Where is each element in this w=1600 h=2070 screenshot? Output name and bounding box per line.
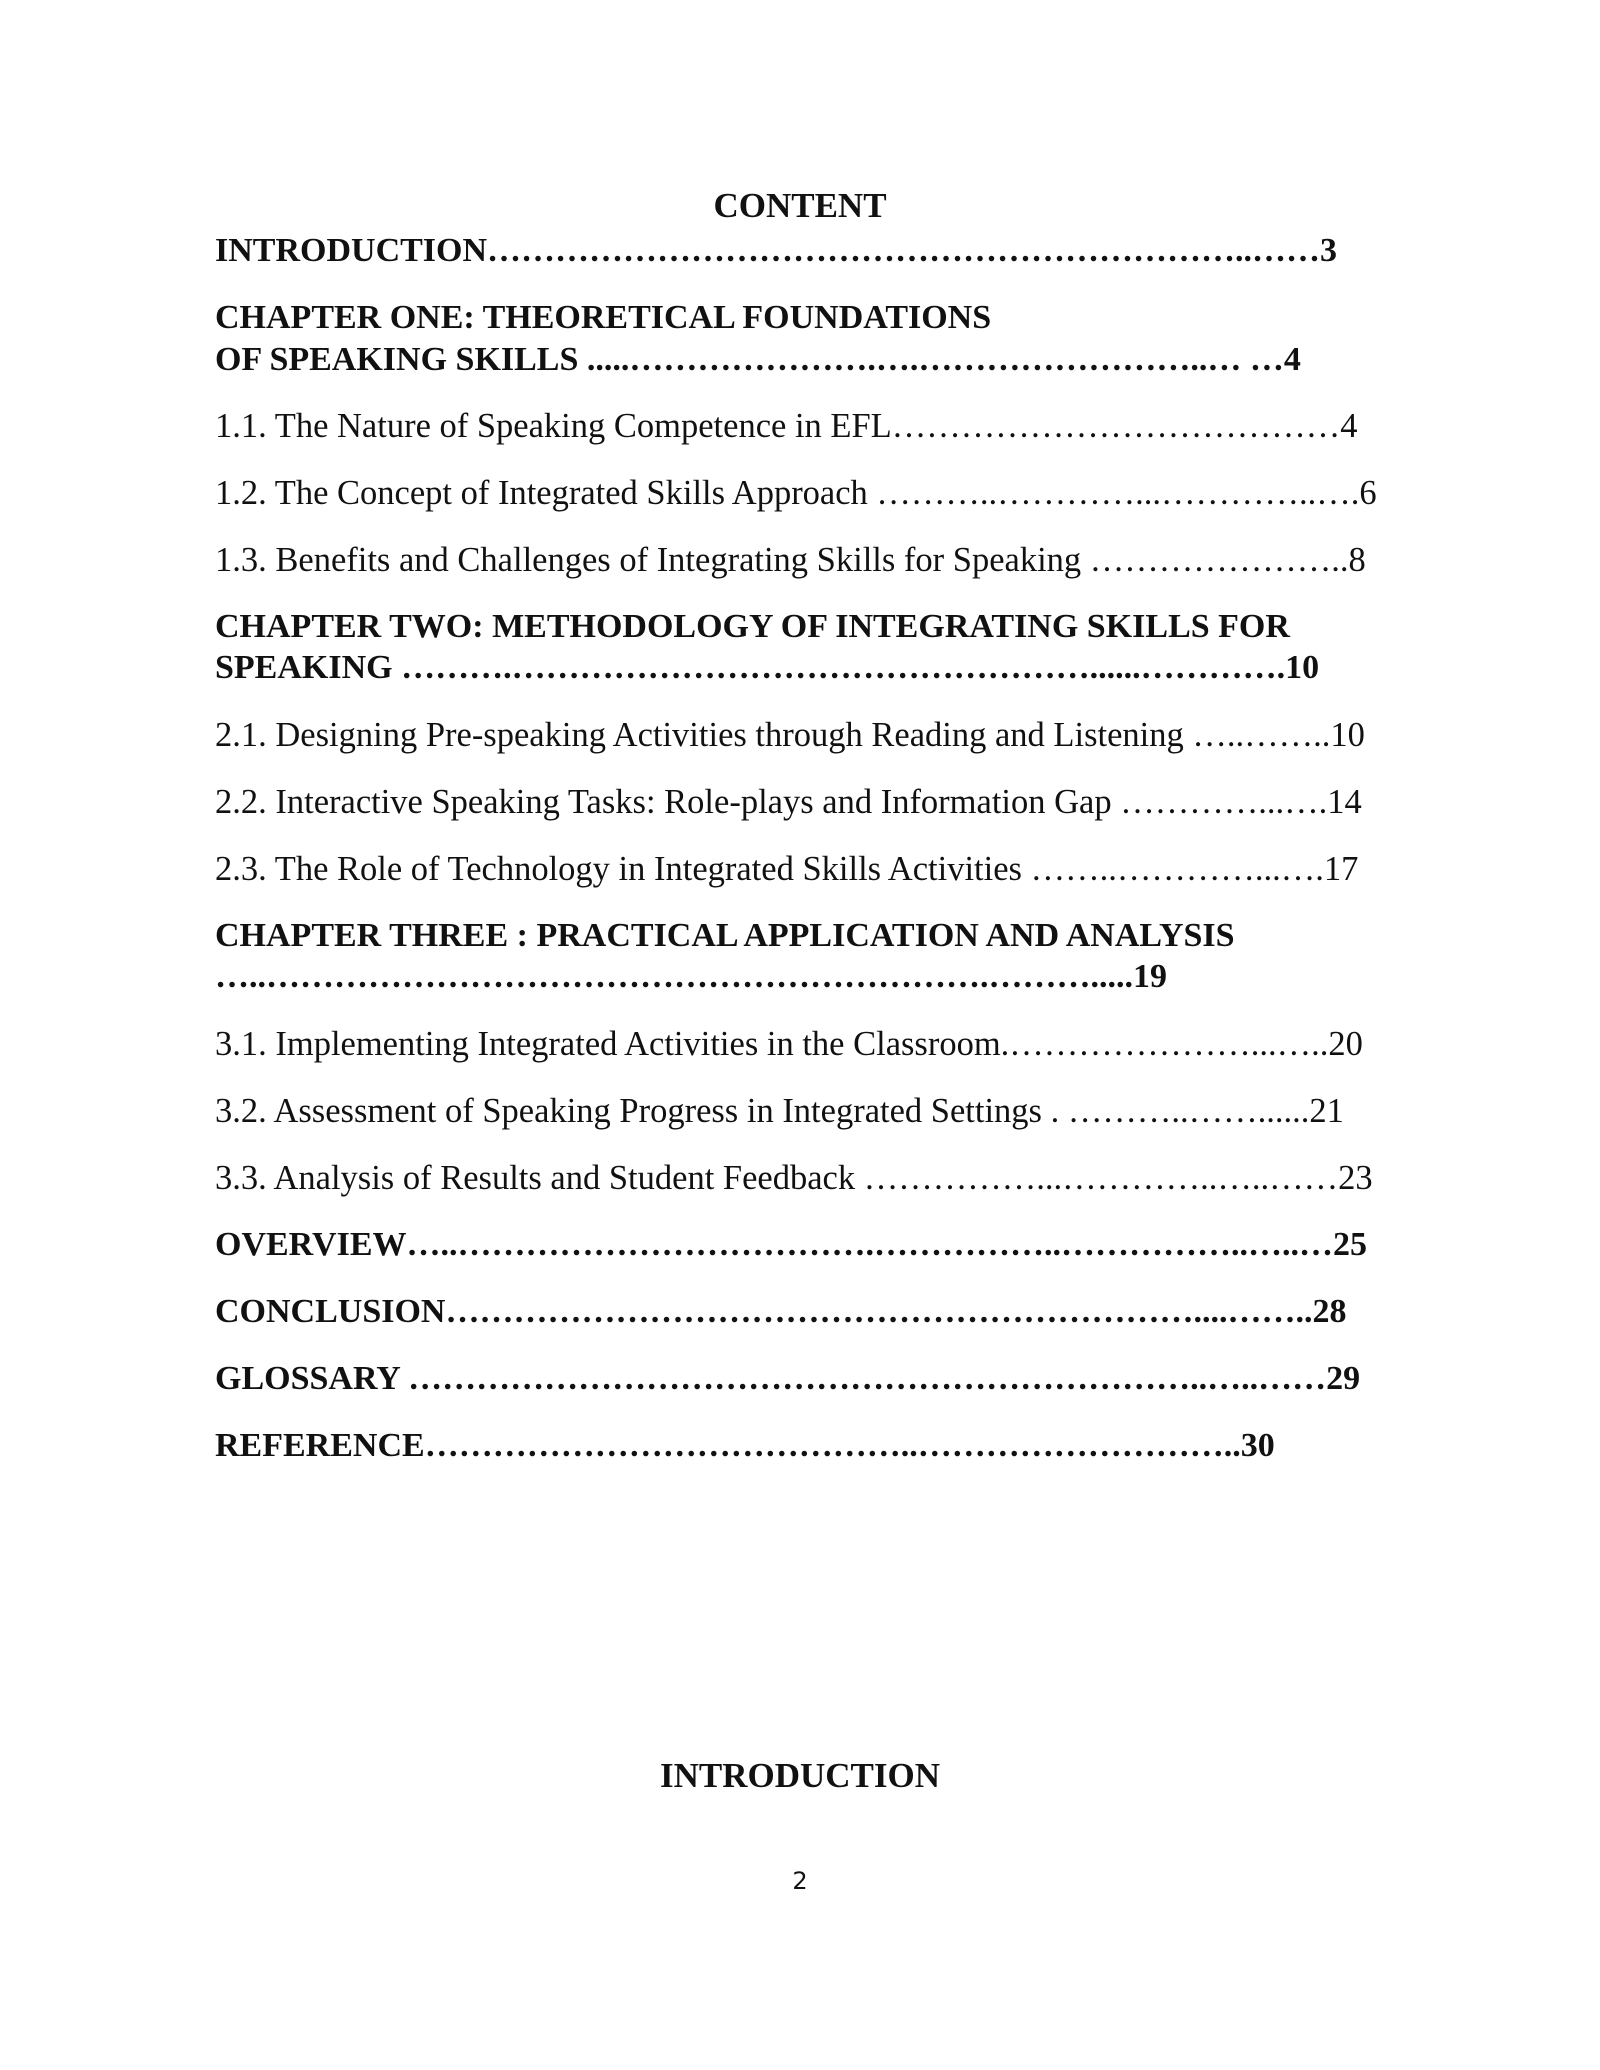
toc-entry-overview: OVERVIEW…..……………………………….……………..……………..…..…25 — [215, 1226, 1367, 1263]
toc-entry-reference: REFERENCE……………………………………..………………………..30 — [215, 1427, 1275, 1464]
toc-entry-chapter-three-title: CHAPTER THREE : PRACTICAL APPLICATION AND ANALYSIS — [215, 917, 1235, 954]
toc-entry-chapter-three-subtitle: …..……………………………………………………….……….....19 — [215, 958, 1167, 995]
toc-entry-chapter-two-title: CHAPTER TWO: METHODOLOGY OF INTEGRATING SKILLS FOR — [215, 608, 1290, 645]
toc-entry-glossary: GLOSSARY ……………………………………………………………..…..……29 — [215, 1360, 1361, 1397]
toc-entry-1-2: 1.2. The Concept of Integrated Skills Approach ………..…………...…………..….6 — [215, 474, 1377, 512]
toc-entry-3-3: 3.3. Analysis of Results and Student Feedback ……………...…………..…..……23 — [215, 1159, 1373, 1197]
toc-entry-chapter-two-subtitle: SPEAKING ……….……………………………………………......………….10 — [215, 649, 1320, 686]
toc-entry-1-3: 1.3. Benefits and Challenges of Integrating Skills for Speaking …………………..8 — [215, 541, 1366, 579]
toc-title: CONTENT — [713, 186, 887, 225]
toc-entry-2-2: 2.2. Interactive Speaking Tasks: Role-plays and Information Gap …………...….14 — [215, 783, 1362, 821]
toc-entry-3-1: 3.1. Implementing Integrated Activities in the Classroom.…………………...…..20 — [215, 1025, 1363, 1063]
page-number: 2 — [792, 1867, 808, 1895]
toc-entry-3-2: 3.2. Assessment of Speaking Progress in Integrated Settings . ………..……......21 — [215, 1092, 1344, 1130]
introduction-heading: INTRODUCTION — [659, 1756, 941, 1795]
toc-entry-chapter-one-title: CHAPTER ONE: THEORETICAL FOUNDATIONS — [215, 299, 992, 336]
toc-entry-introduction: INTRODUCTION…………………………………………………………..……3 — [215, 232, 1338, 269]
toc-entry-conclusion: CONCLUSION…………………………………………………………....……..28 — [215, 1293, 1347, 1330]
toc-entry-2-1: 2.1. Designing Pre-speaking Activities through Reading and Listening …..……..10 — [215, 716, 1365, 754]
toc-entry-chapter-one-subtitle: OF SPEAKING SKILLS .....………………….….……………………..… …4 — [215, 341, 1301, 378]
toc-entry-2-3: 2.3. The Role of Technology in Integrated Skills Activities ……..…………...….17 — [215, 850, 1359, 888]
toc-entry-1-1: 1.1. The Nature of Speaking Competence in EFL…………………………………4 — [215, 407, 1358, 445]
